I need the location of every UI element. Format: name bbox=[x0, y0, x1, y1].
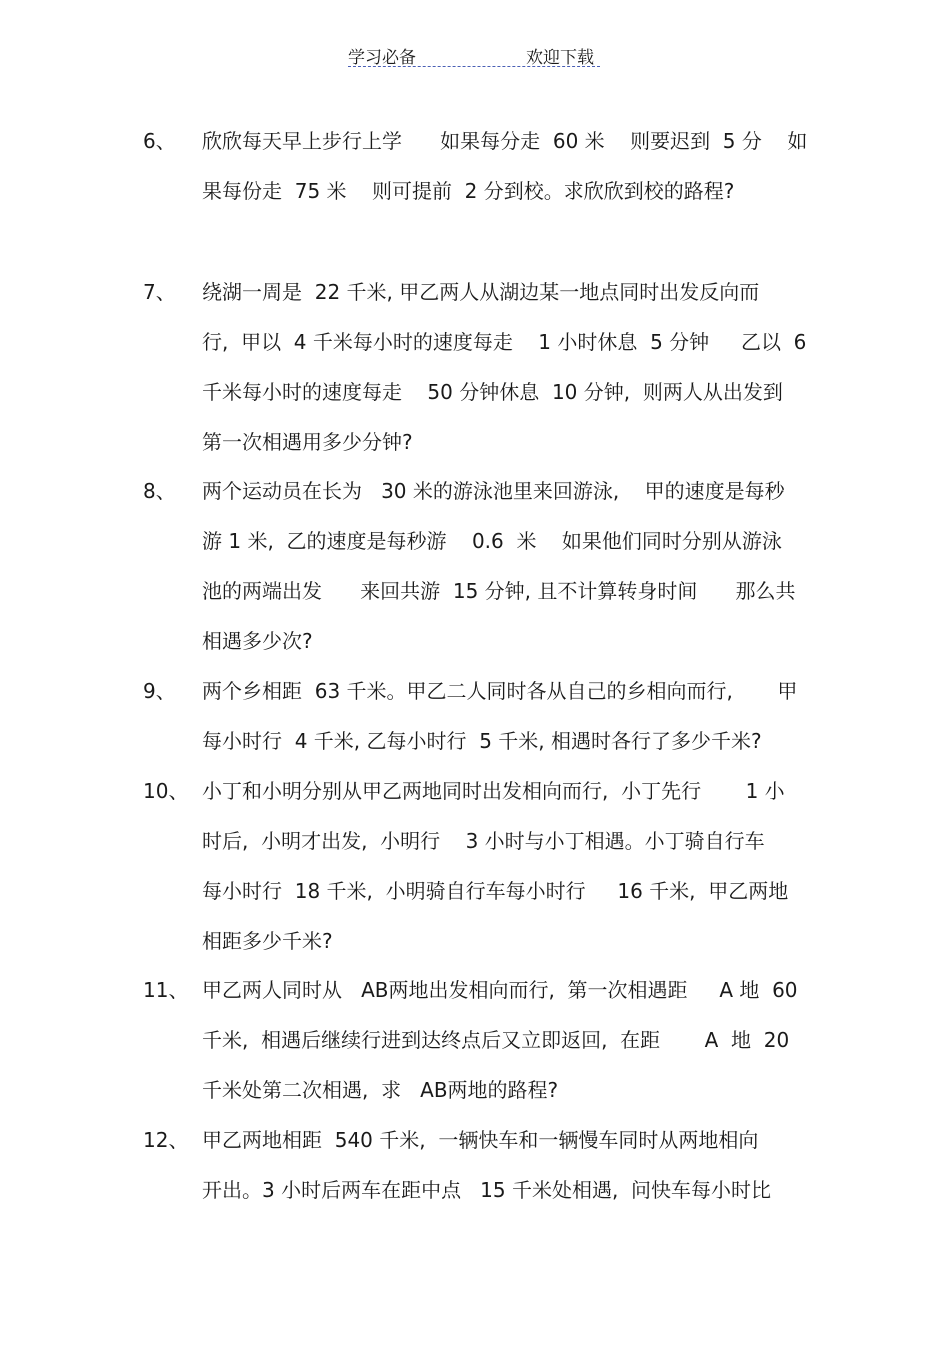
header-left-text: 学习必备 bbox=[348, 48, 416, 68]
question-text bbox=[202, 766, 812, 966]
question-line: 千米每小时的速度每走 50 分钟休息 10 分钟, 则两人从出发到 bbox=[202, 380, 783, 404]
question-line: 每小时行 4 千米, 乙每小时行 5 千米, 相遇时各行了多少千米? bbox=[202, 729, 762, 753]
question-number: 10、 bbox=[143, 779, 189, 803]
question-line: 绕湖一周是 22 千米, 甲乙两人从湖边某一地点同时出发反向而 bbox=[202, 280, 760, 304]
question-text bbox=[202, 666, 812, 766]
question-line: 时后, 小明才出发, 小明行 3 小时与小丁相遇。小丁骑自行车 bbox=[202, 829, 765, 853]
question-line: 甲乙两人同时从 AB两地出发相向而行, 第一次相遇距 A 地 60 bbox=[202, 978, 798, 1002]
question-text bbox=[202, 116, 812, 216]
question-line: 每小时行 18 千米, 小明骑自行车每小时行 16 千米, 甲乙两地 bbox=[202, 879, 789, 903]
question-text bbox=[202, 466, 812, 666]
question-line: 相距多少千米? bbox=[202, 929, 333, 953]
page-header bbox=[348, 40, 600, 67]
question-number: 6、 bbox=[143, 129, 176, 153]
question-text bbox=[202, 965, 812, 1115]
question-line: 小丁和小明分别从甲乙两地同时出发相向而行, 小丁先行 1 小 bbox=[202, 779, 785, 803]
question-line: 果每份走 75 米 则可提前 2 分到校。求欣欣到校的路程? bbox=[202, 179, 735, 203]
question-line: 两个乡相距 63 千米。甲乙二人同时各从自己的乡相向而行, 甲 bbox=[202, 679, 798, 703]
question-line: 相遇多少次? bbox=[202, 629, 313, 653]
question-number: 7、 bbox=[143, 280, 176, 304]
question-line: 行, 甲以 4 千米每小时的速度每走 1 小时休息 5 分钟 乙以 6 bbox=[202, 330, 807, 354]
header-right-text: 欢迎下载 bbox=[526, 48, 594, 68]
question-number: 9、 bbox=[143, 679, 176, 703]
question-line: 游 1 米, 乙的速度是每秒游 0.6 米 如果他们同时分别从游泳 bbox=[202, 529, 782, 553]
question-line: 甲乙两地相距 540 千米, 一辆快车和一辆慢车同时从两地相向 bbox=[202, 1128, 759, 1152]
question-line: 两个运动员在长为 30 米的游泳池里来回游泳, 甲的速度是每秒 bbox=[202, 479, 785, 503]
question-text bbox=[202, 267, 812, 467]
question-line: 千米, 相遇后继续行进到达终点后又立即返回, 在距 A 地 20 bbox=[202, 1028, 790, 1052]
question-line: 千米处第二次相遇, 求 AB两地的路程? bbox=[202, 1078, 559, 1102]
question-line: 开出。3 小时后两车在距中点 15 千米处相遇, 问快车每小时比 bbox=[202, 1178, 772, 1202]
question-number: 12、 bbox=[143, 1128, 189, 1152]
question-line: 池的两端出发 来回共游 15 分钟, 且不计算转身时间 那么共 bbox=[202, 579, 796, 603]
question-line: 第一次相遇用多少分钟? bbox=[202, 430, 413, 454]
question-line: 欣欣每天早上步行上学 如果每分走 60 米 则要迟到 5 分 如 bbox=[202, 129, 808, 153]
question-text bbox=[202, 1115, 812, 1215]
question-number: 8、 bbox=[143, 479, 176, 503]
question-number: 11、 bbox=[143, 978, 189, 1002]
